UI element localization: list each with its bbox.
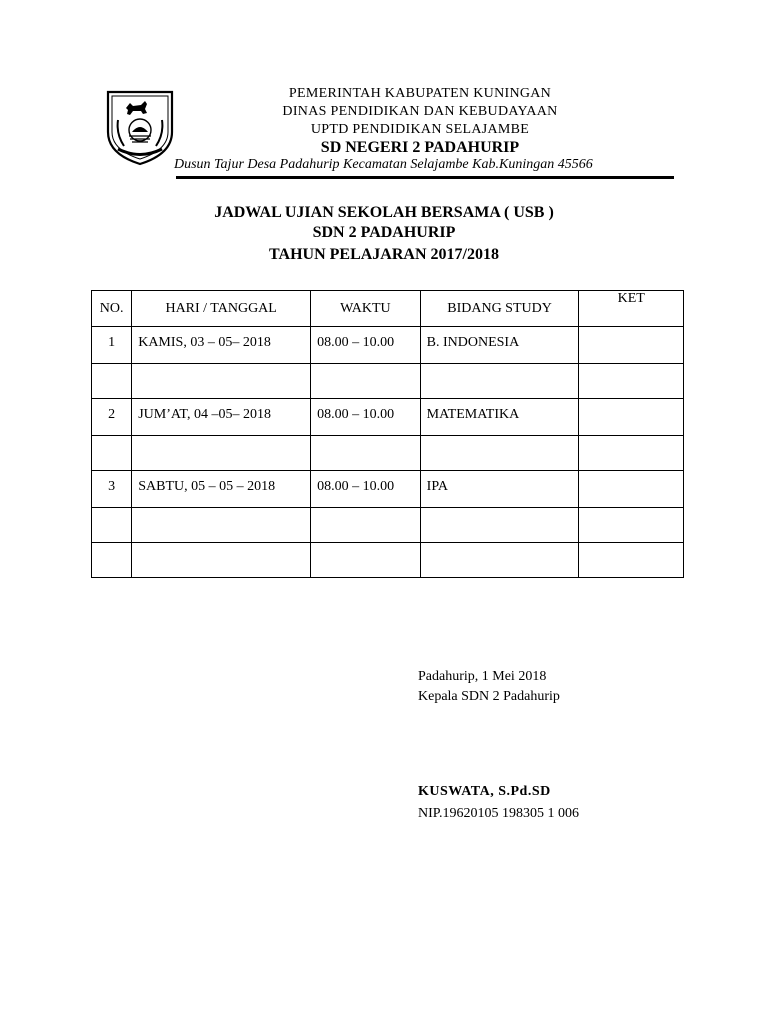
cell-time: 08.00 – 10.00 <box>311 327 421 364</box>
cell-time <box>311 436 421 471</box>
signature-name: KUSWATA, S.Pd.SD <box>418 784 551 799</box>
cell-time <box>311 364 421 399</box>
cell-subject <box>420 508 579 543</box>
cell-subject <box>420 364 579 399</box>
letterhead-department: DINAS PENDIDIKAN DAN KEBUDAYAAN <box>282 104 558 119</box>
column-header-day-date: HARI / TANGGAL <box>132 291 311 327</box>
cell-day-date: JUM’AT, 04 –05– 2018 <box>132 399 311 436</box>
cell-no: 1 <box>92 327 132 364</box>
cell-day-date <box>132 436 311 471</box>
document-title: JADWAL UJIAN SEKOLAH BERSAMA ( USB ) <box>214 204 554 221</box>
letterhead-government: PEMERINTAH KABUPATEN KUNINGAN <box>288 86 552 101</box>
cell-time <box>311 508 421 543</box>
table-row <box>92 364 684 399</box>
cell-subject: MATEMATIKA <box>420 399 579 436</box>
cell-no: 3 <box>92 471 132 508</box>
table-row <box>92 543 684 578</box>
column-header-time: WAKTU <box>311 291 421 327</box>
signature-place-date: Padahurip, 1 Mei 2018 <box>418 669 547 684</box>
cell-remarks <box>579 364 684 399</box>
cell-remarks <box>579 543 684 578</box>
cell-subject: IPA <box>420 471 579 508</box>
cell-subject: B. INDONESIA <box>420 327 579 364</box>
cell-time <box>311 543 421 578</box>
kabupaten-kuningan-crest-icon <box>104 88 176 166</box>
table-row <box>92 399 684 436</box>
cell-day-date: SABTU, 05 – 05 – 2018 <box>132 471 311 508</box>
letterhead-school-name: SD NEGERI 2 PADAHURIP <box>320 139 520 156</box>
cell-no <box>92 436 132 471</box>
cell-remarks <box>579 471 684 508</box>
cell-day-date <box>132 364 311 399</box>
document-subtitle-year: TAHUN PELAJARAN 2017/2018 <box>269 246 499 263</box>
cell-subject <box>420 543 579 578</box>
cell-day-date: KAMIS, 03 – 05– 2018 <box>132 327 311 364</box>
cell-subject <box>420 436 579 471</box>
table-row <box>92 327 684 364</box>
cell-remarks <box>579 327 684 364</box>
column-header-no: NO. <box>92 291 132 327</box>
cell-day-date <box>132 508 311 543</box>
letterhead-address: Dusun Tajur Desa Padahurip Kecamatan Selajambe Kab.Kuningan 45566 <box>174 157 593 172</box>
table-row <box>92 508 684 543</box>
cell-time: 08.00 – 10.00 <box>311 471 421 508</box>
table-header-row <box>92 291 684 327</box>
letterhead-divider <box>176 176 674 179</box>
table-row <box>92 436 684 471</box>
cell-day-date <box>132 543 311 578</box>
cell-no: 2 <box>92 399 132 436</box>
table-row <box>92 471 684 508</box>
cell-time: 08.00 – 10.00 <box>311 399 421 436</box>
cell-no <box>92 508 132 543</box>
cell-remarks <box>579 399 684 436</box>
signature-role: Kepala SDN 2 Padahurip <box>418 689 560 704</box>
document-subtitle-school: SDN 2 PADAHURIP <box>312 224 456 241</box>
cell-no <box>92 364 132 399</box>
cell-no <box>92 543 132 578</box>
column-header-remarks: KET <box>579 291 684 327</box>
cell-remarks <box>579 436 684 471</box>
signature-nip: NIP.19620105 198305 1 006 <box>418 806 580 821</box>
letterhead-unit: UPTD PENDIDIKAN SELAJAMBE <box>310 122 530 137</box>
cell-remarks <box>579 508 684 543</box>
exam-schedule-table <box>91 290 684 578</box>
column-header-subject: BIDANG STUDY <box>420 291 579 327</box>
